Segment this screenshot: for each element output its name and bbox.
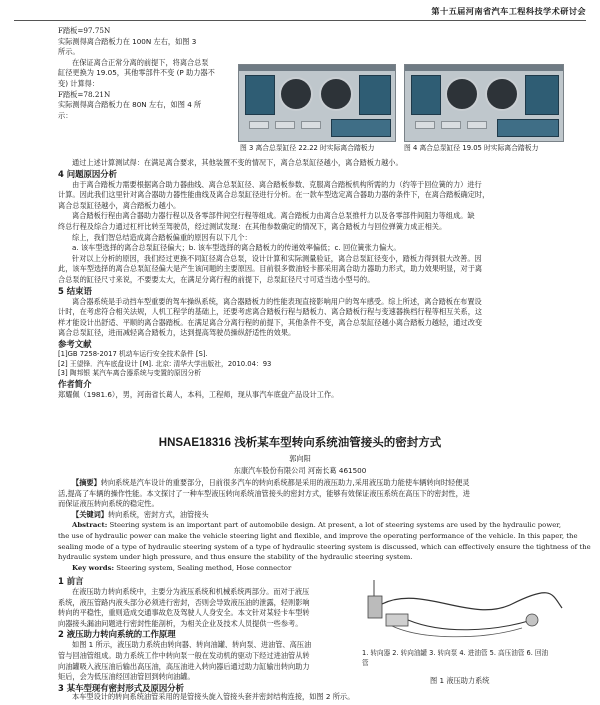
section-heading: 4 问题原因分析 xyxy=(58,168,117,179)
article-title: HNSAE18316 浅析某车型转向系统油管接头的密封方式 xyxy=(158,437,442,449)
abstract-label: 【摘要】 xyxy=(72,478,101,487)
figure-4-caption: 图 4 离合总泵缸径 19.05 时实际离合踏板力 xyxy=(404,144,539,152)
paragraph-line: 转向的平稳性，重则造成交通事故危及驾驶人人身安全。本文针对某轻卡车型转 xyxy=(58,608,310,618)
paragraph-line: 终总行程及综合力通过杠杆比转至驾驶员，经过测试发现：在其他参数确定的情况下，离合踏板力与回位弹簧力成正相关。 xyxy=(58,221,447,231)
figure-1-legend: 管 xyxy=(362,659,369,667)
pump-shape xyxy=(526,614,538,626)
abstract-en-text: the use of hydraulic power can make the vehicle steering light and flexible, and improve the operating performance of the vehicle. In this paper, the xyxy=(58,531,578,540)
left-column xyxy=(58,26,236,121)
section-heading: 2 液压助力转向系统的工作原理 xyxy=(58,629,176,640)
paragraph-line: 合总泵的缸径尺寸来说，不要要太大，在满足分离行程的前提下，总泵缸径尺寸可适当选小型号的。 xyxy=(58,274,375,284)
figure-3-caption: 图 3 离合总泵缸径 22.22 时实际离合踏板力 xyxy=(240,144,375,152)
paragraph-line: 此，该车型选择的离合总泵缸径偏大是产生该问题的主要原因。目前很多微油轻卡都采用离合助力器助力形式，助力效果明显，对于离 xyxy=(58,264,483,274)
abstract-en-label: Abstract: xyxy=(72,521,108,530)
reference-item: [1]GB 7258-2017 机动车运行安全技术条件 [S]. xyxy=(58,349,208,358)
text-line: 实际测得离合踏板力在 80N 左右，如图 4 所 xyxy=(58,100,202,110)
steering-gear-shape xyxy=(368,596,382,618)
abstract-text: 而保证液压转向系统的稳定性。 xyxy=(58,499,159,509)
abstract-en-text: hydraulic system under high pressure, and thus ensure the stability of the hydraulic steering system. xyxy=(58,553,413,562)
keywords-en-text: Steering system, Sealing method, Hose connector xyxy=(116,563,292,572)
paragraph-line: 离合总泵缸径越小，离合踏板力越小。 xyxy=(58,200,181,210)
paragraph-line: 计算。因此我们这里针对离合器助力器性能曲线及离合总泵缸径进行分析。在一款车型选定离合器助力器的条件下，在离合踏板确定时， xyxy=(58,190,490,200)
section-heading: 1 前言 xyxy=(58,576,84,586)
paragraph-line: 如图 1 所示，液压助力系统由转向器、转向油罐、转向泵、进油管、高压油 xyxy=(72,640,312,650)
text-line: 示： xyxy=(58,110,73,120)
figure-1-diagram xyxy=(362,574,568,646)
paragraph-line: 系统，液压管路内液头部分必须进行密封，否则会导致液压油的泄露，轻则影响 xyxy=(58,597,310,607)
text-line: 实际测得离合踏板力在 100N 左右，如图 3 xyxy=(58,36,197,46)
paragraph-line: 管与回油管组成。助力系统工作中转向泵一般在发动机的驱动下经过进油管从转 xyxy=(58,650,310,660)
paragraph-line: 在液压助力转向系统中，主要分为液压系统和机械系统两部分。而对于液压 xyxy=(72,587,310,596)
paragraph-line: 向器接头漏油问题进行密封性能剖析，为相关企业及技术人员提供一些参考。 xyxy=(58,618,303,628)
text-line: 所示。 xyxy=(58,47,80,57)
keywords-label: 【关键词】 xyxy=(72,509,108,519)
paragraph-line: 本车型设计的转向系统油管采用的是管接头旋入管接头套并密封结构连接，如图 2 所示。 xyxy=(72,692,355,701)
pressure-line-shape xyxy=(382,593,562,610)
paragraph-line: 离合踏板行程由离合器助力器行程以及各零部件间空行程等组成。离合踏板力由离合总泵推杆力以及各零部件间阻力等组成。缺 xyxy=(72,211,475,221)
paragraph-line: 矩后，会为低压油经回油管回到转向油罐。 xyxy=(58,672,195,682)
abstract-en-text: sealing mode of a type of hydraulic steering system of a type of hydraulic steering system is discussed, which can effectively ensure the tightness of the xyxy=(58,542,591,551)
abstract-block xyxy=(58,478,591,573)
paragraph-line: 离合总泵缸径，进而减轻离合踏板力，达到提高驾驶员操纵舒适性的效果。 xyxy=(58,328,296,338)
text-line: 缸径更换为 19.05，其他零部件不变 (P 助力器不 xyxy=(58,68,215,78)
paragraph-line: 样才能设计出舒适、平顺的离合器踏板。在满足离合分离行程的前提下，其他条件不变，离合总泵缸径越小离合踏板力越轻，通过改变 xyxy=(58,317,483,327)
return-line-shape xyxy=(408,620,532,630)
abstract-text: 转向系统是汽车设计的重要部分，日前很多汽车的转向系统都是采用的液压助力,采用液压助力能使车辆转向时轻便灵 xyxy=(100,478,470,487)
header-rule xyxy=(14,20,586,21)
paragraph-line: 计时，在考虑符合相关法规，人机工程学的基础上，还要考虑离合踏板行程与踏板力、离合踏板行程与变速器换档行程等相互关系，这 xyxy=(58,307,483,317)
figure-4-screenshot xyxy=(404,64,564,142)
paragraph: 通过上述计算测试得：在满足离合要求，其他装置不变的情况下，离合总泵缸径越小，离合踏板力越小。 xyxy=(72,158,403,167)
reservoir-shape xyxy=(386,614,408,626)
author-heading: 作者简介 xyxy=(58,378,92,389)
abstract-en-text: Steering system is an important part of automobile design. At present, a lot of steering systems are used by the hydraulic power, xyxy=(109,521,562,530)
text-line: 变) 计算得： xyxy=(58,78,100,88)
formula-1: F踏板=97.75N xyxy=(58,26,111,35)
article-affiliation: 东康汽车股份有限公司 河南长葛 461500 xyxy=(233,466,367,475)
figure-1-caption: 图 1 液压助力系统 xyxy=(430,676,490,685)
body-section xyxy=(58,158,568,400)
section-heading: 5 结束语 xyxy=(58,285,92,296)
reference-item: [2] 王望锋．汽车底盘设计 [M]. 北京: 清华大学出版社，2010.04：93 xyxy=(58,359,272,368)
figure-3-screenshot xyxy=(238,64,396,142)
paragraph-line: 离合器系统是手动挡车型重要的驾车操纵系统，离合器踏板力的性能表现直接影响用户的驾车感受。综上所述，离合踏板在布置设 xyxy=(72,296,482,306)
text-line: 在保证离合正常分离的前提下，将离合总泵 xyxy=(72,57,209,67)
paragraph-line: 综上，我们智总结造成离合踏板偏重的原因有以下几个： xyxy=(72,232,252,242)
inlet-line-shape xyxy=(392,626,522,637)
article-body-left xyxy=(58,576,354,694)
abstract-text: 活,提高了车辆的操作性能。本文探讨了一种车型液压转向系统油管接头的密封方式，能够有效保证液压系统在高压下的密封性，进 xyxy=(58,488,470,498)
paragraph-line: 由于离合踏板力需要根据离合助力器曲线、离合总泵缸径、离合踏板参数、克服离合踏板机构所需的力（约等于回位簧的力）进行 xyxy=(72,179,482,189)
keywords-en-label: Key words: xyxy=(72,563,115,572)
keywords-text: 转向系统，密封方式，油管接头 xyxy=(107,509,209,519)
author-bio: 郑耀佩（1981.6），男，河南省长葛人，本科，工程师，现从事汽车底盘产品设计工作。 xyxy=(58,389,339,399)
paragraph-line: 向油罐吸入液压油后输出高压油，高压油进入转向器后通过助力缸输出转向助力 xyxy=(58,661,310,671)
paragraph-line: 针对以上分析的原因，我们经过更换不同缸径离合总泵，设计计算和实际测量验证，离合总泵缸径变小，踏板力得到很大改善。因 xyxy=(72,253,482,263)
article-author: 郭向阳 xyxy=(289,454,311,463)
figure-1-legend: 1. 转向器 2. 转向油罐 3. 转向泵 4. 进油管 5. 高压油管 6. 回油 xyxy=(362,649,549,657)
reference-item: [3] 陶邦银 某汽车离合器系统与变置的原因分析 xyxy=(58,369,202,378)
paragraph-line: a. 该车型选择的离合总泵缸径偏大；b. 该车型选择的离合踏板力的传递效率偏低；c. 回位簧张力偏大。 xyxy=(72,243,401,253)
formula-2: F踏板=78.21N xyxy=(58,89,111,99)
running-header: 第十五届河南省汽车工程科技学术研讨会 xyxy=(431,6,586,16)
references-heading: 参考文献 xyxy=(58,338,92,349)
section-heading: 3 某车型现有密封形式及原因分析 xyxy=(58,682,184,693)
